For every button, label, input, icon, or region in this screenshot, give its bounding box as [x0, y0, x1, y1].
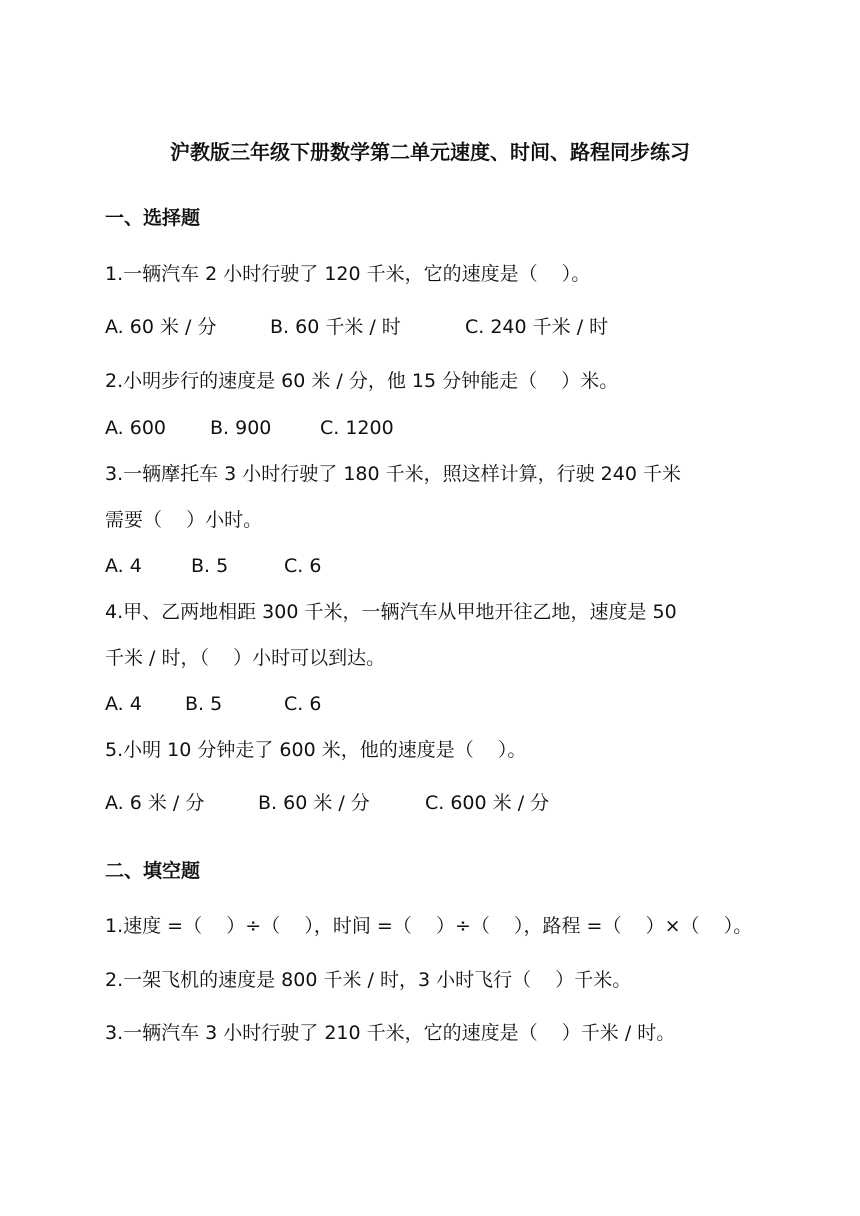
page-title: 沪教版三年级下册数学第二单元速度、时间、路程同步练习: [170, 140, 690, 164]
option-b: B. 60 千米 / 时: [270, 316, 401, 338]
option-a: A. 6 米 / 分: [105, 792, 205, 814]
option-c: C. 600 米 / 分: [425, 792, 550, 814]
option-a: A. 60 米 / 分: [105, 316, 217, 338]
fill-question-3: 3.一辆汽车 3 小时行驶了 210 千米，它的速度是（ ）千米 / 时。: [105, 1022, 676, 1044]
option-a: A. 600: [105, 417, 167, 439]
section-heading-fill: 二、填空题: [105, 860, 201, 882]
question-4-line-1: 4.甲、乙两地相距 300 千米，一辆汽车从甲地开往乙地，速度是 50: [105, 601, 677, 623]
option-b: B. 60 米 / 分: [258, 792, 370, 814]
fill-question-1: 1.速度 =（ ）÷（ ），时间 =（ ）÷（ ），路程 =（ ）×（ ）。: [105, 915, 753, 937]
question-3-line-1: 3.一辆摩托车 3 小时行驶了 180 千米，照这样计算，行驶 240 千米: [105, 463, 681, 485]
option-b: B. 900: [210, 417, 272, 439]
option-c: C. 6: [284, 555, 322, 577]
question-2: 2.小明步行的速度是 60 米 / 分，他 15 分钟能走（ ）米。: [105, 370, 619, 392]
option-a: A. 4: [105, 555, 142, 577]
fill-question-2: 2.一架飞机的速度是 800 千米 / 时，3 小时飞行（ ）千米。: [105, 969, 632, 991]
option-b: B. 5: [191, 555, 229, 577]
option-c: C. 240 千米 / 时: [465, 316, 609, 338]
option-a: A. 4: [105, 693, 142, 715]
question-4-line-2: 千米 / 时，（ ）小时可以到达。: [105, 647, 386, 669]
option-b: B. 5: [185, 693, 223, 715]
option-c: C. 6: [284, 693, 322, 715]
section-heading-choice: 一、选择题: [105, 207, 201, 229]
question-5: 5.小明 10 分钟走了 600 米，他的速度是（ ）。: [105, 739, 527, 761]
option-c: C. 1200: [320, 417, 394, 439]
question-1: 1.一辆汽车 2 小时行驶了 120 千米，它的速度是（ ）。: [105, 263, 591, 285]
question-3-line-2: 需要（ ）小时。: [105, 509, 263, 531]
